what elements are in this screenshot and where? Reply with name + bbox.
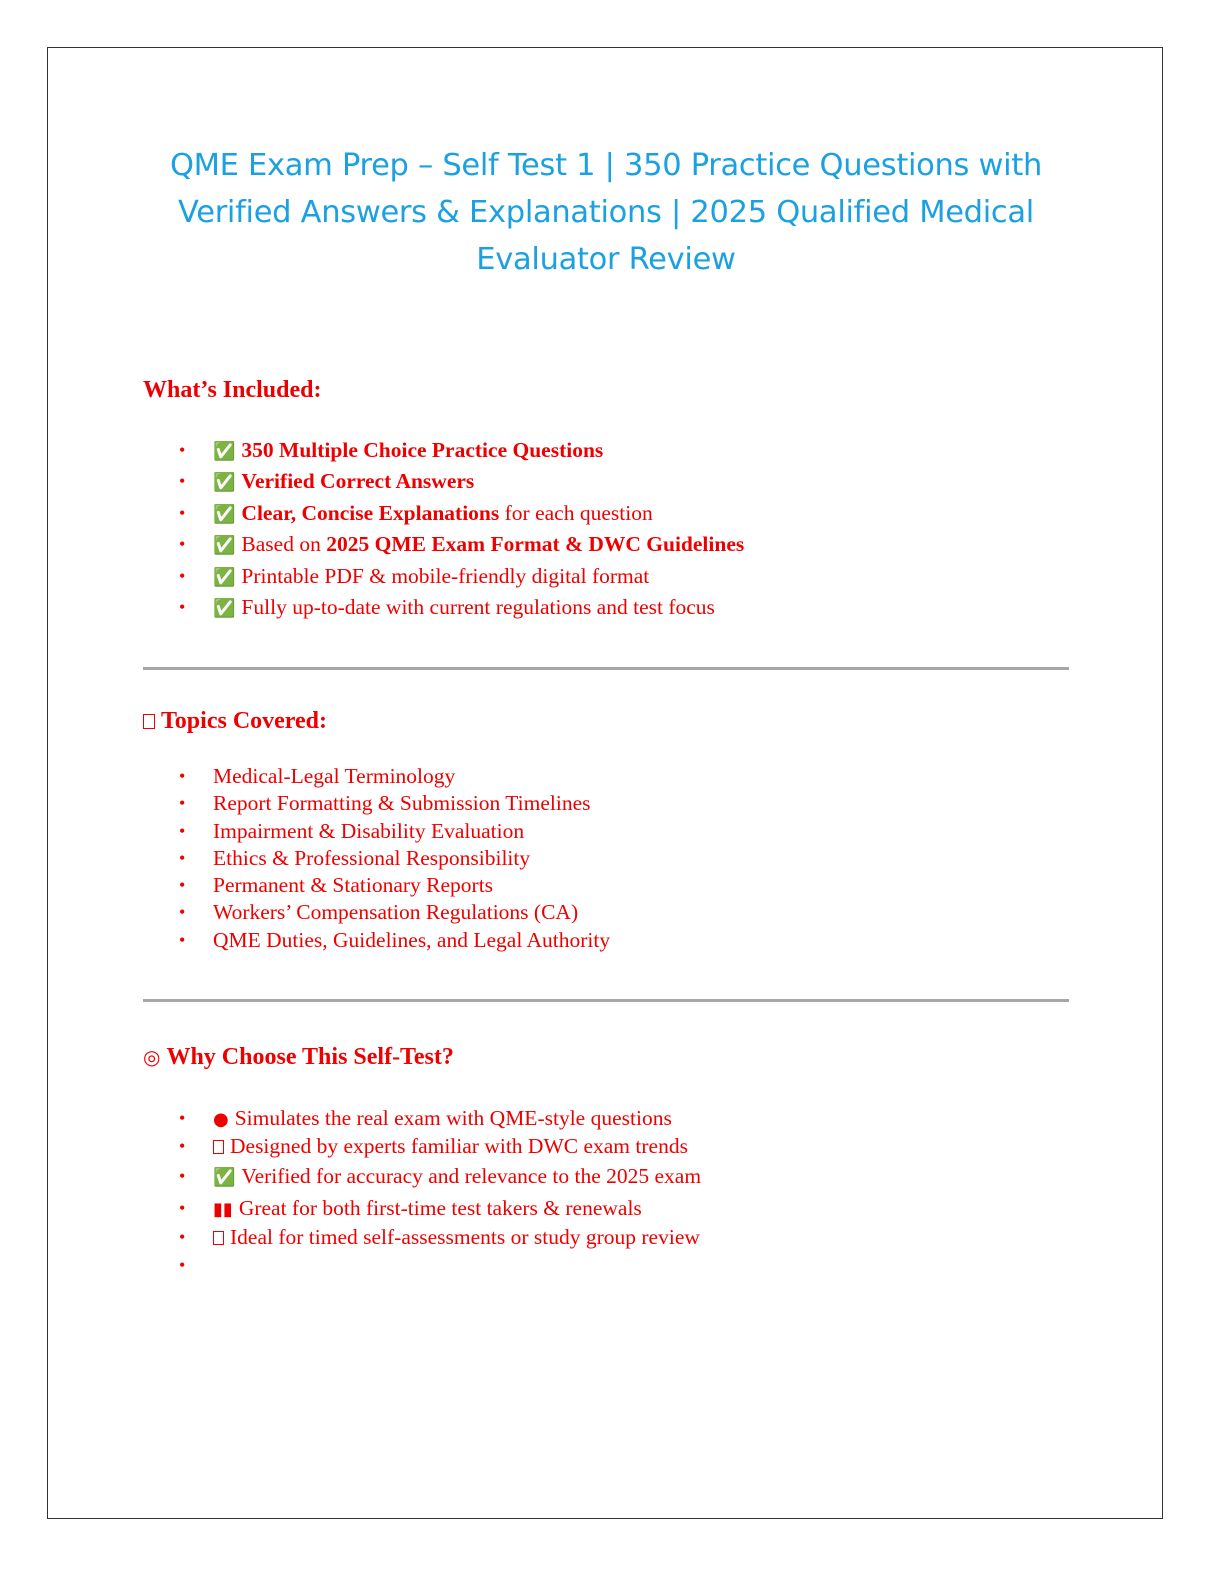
check-icon: ✅ — [213, 1167, 236, 1188]
list-item: • Permanent & Stationary Reports — [143, 872, 610, 899]
check-icon: ✅ — [213, 535, 236, 557]
included-heading: What’s Included: — [143, 377, 322, 403]
list-item: • ✅ Clear, Concise Explanations for each question — [143, 498, 744, 529]
placeholder-box-icon — [213, 1134, 224, 1162]
topics-list — [143, 763, 610, 954]
list-item: • Ideal for timed self-assessments or study group review — [143, 1224, 701, 1252]
list-item: • ✅ Verified Correct Answers — [143, 466, 744, 497]
list-item: • ▮▮ Great for both first-time test takers & renewals — [143, 1192, 701, 1224]
list-item: • QME Duties, Guidelines, and Legal Authority — [143, 927, 610, 954]
list-item: • Medical-Legal Terminology — [143, 763, 610, 790]
check-icon: ✅ — [213, 597, 236, 619]
list-item-empty — [143, 1252, 701, 1280]
included-list — [143, 435, 744, 623]
list-item: • ✅ Printable PDF & mobile-friendly digital format — [143, 561, 744, 592]
section-divider — [143, 999, 1069, 1002]
list-item: • Workers’ Compensation Regulations (CA) — [143, 899, 610, 926]
check-icon: ✅ — [213, 503, 236, 525]
why-heading-row — [143, 1042, 454, 1072]
books-icon: ▮▮ — [213, 1199, 233, 1220]
list-item: • Impairment & Disability Evaluation — [143, 818, 610, 845]
topics-heading: Topics Covered: — [161, 708, 328, 734]
list-item: • Designed by experts familiar with DWC exam trends — [143, 1133, 701, 1161]
list-item: • Ethics & Professional Responsibility — [143, 845, 610, 872]
placeholder-box-icon — [143, 706, 155, 736]
list-item: • ✅ Fully up-to-date with current regulations and test focus — [143, 592, 744, 623]
list-item: • ● Simulates the real exam with QME-style questions — [143, 1105, 701, 1133]
check-icon: ✅ — [213, 566, 236, 588]
why-list — [143, 1105, 701, 1279]
list-item: • ✅ 350 Multiple Choice Practice Questions — [143, 435, 744, 466]
list-item: • ✅ Based on 2025 QME Exam Format & DWC Guidelines — [143, 529, 744, 560]
list-item: • Report Formatting & Submission Timelines — [143, 790, 610, 817]
placeholder-box-icon — [213, 1225, 224, 1253]
target-icon: ◎ — [143, 1045, 161, 1069]
topics-heading-row — [143, 706, 327, 736]
list-item: • ✅ Verified for accuracy and relevance to the 2025 exam — [143, 1160, 701, 1192]
section-divider — [143, 667, 1069, 670]
document-title: QME Exam Prep – Self Test 1 | 350 Practice Questions with Verified Answers & Explanations | 2025 Qualified Medical Evaluator Review — [169, 148, 1043, 277]
why-heading: Why Choose This Self-Test? — [166, 1044, 454, 1070]
lightbulb-icon: ● — [213, 1109, 229, 1130]
check-icon: ✅ — [213, 441, 236, 462]
check-icon: ✅ — [213, 472, 236, 494]
